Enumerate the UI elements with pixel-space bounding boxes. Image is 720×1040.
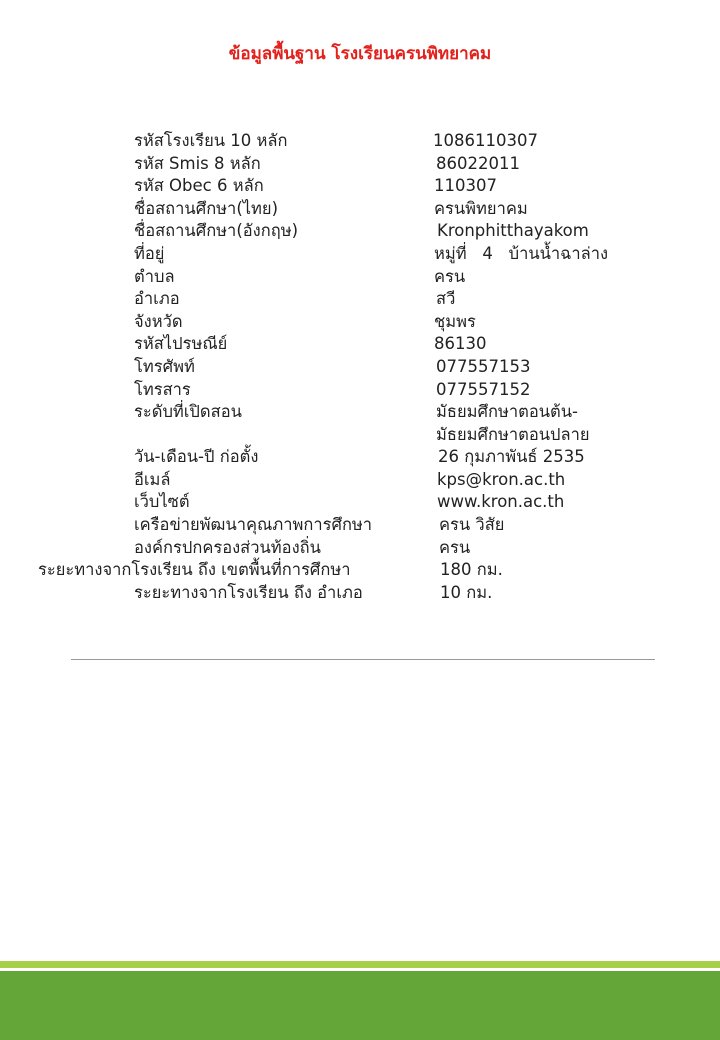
info-label: รหัสโรงเรียน 10 หลัก: [134, 131, 288, 150]
info-label: อำเภอ: [134, 289, 180, 309]
info-label: รหัสไปรษณีย์: [134, 334, 228, 354]
info-value: มัธยมศึกษาตอนต้น-: [436, 402, 578, 422]
school-info-table: [0, 130, 720, 604]
info-row-local-government: [0, 537, 720, 560]
info-label: เว็บไซต์: [134, 492, 190, 512]
info-value: 077557153: [436, 356, 531, 376]
info-label: จังหวัด: [134, 311, 183, 331]
footer-accent-stripe: [0, 961, 720, 968]
info-value: ครน: [434, 266, 466, 286]
info-value: kps@kron.ac.th: [437, 469, 566, 489]
info-label: ชื่อสถานศึกษา(ไทย): [134, 198, 279, 218]
info-row-website: [0, 491, 720, 514]
info-label: รหัส Smis 8 หลัก: [134, 153, 261, 173]
info-value: สวี: [436, 289, 456, 309]
info-label: ตำบล: [134, 266, 175, 286]
info-label: ที่อยู่: [134, 243, 165, 263]
info-row-district: [0, 288, 720, 311]
info-value: ครน: [439, 537, 471, 557]
info-value: 180 กม.: [440, 560, 503, 580]
info-value: ชุมพร: [434, 311, 476, 331]
info-row-founded-date: [0, 446, 720, 469]
info-value: ครนพิทยาคม: [434, 198, 528, 218]
info-row-subdistrict: [0, 266, 720, 289]
info-label: อีเมล์: [134, 469, 171, 489]
divider-line: [71, 659, 655, 660]
info-value: www.kron.ac.th: [437, 492, 565, 512]
info-label: ระยะทางจากโรงเรียน ถึง อำเภอ: [134, 582, 363, 602]
info-label: ระยะทางจากโรงเรียน ถึง เขตพื้นที่การศึกษา: [38, 560, 351, 580]
info-value: 86022011: [436, 153, 520, 173]
info-row-smis-code: [0, 153, 720, 176]
info-row-phone: [0, 356, 720, 379]
info-value: 86130: [434, 334, 487, 354]
info-value: หมู่ที่ 4 บ้านน้ำฉาล่าง: [434, 243, 609, 263]
info-value: Kronphitthayakom: [437, 221, 589, 241]
info-row-email: [0, 469, 720, 492]
info-value: 10 กม.: [440, 582, 493, 602]
info-value: ครน วิสัย: [439, 514, 505, 534]
info-row-fax: [0, 379, 720, 402]
info-label: โทรศัพท์: [134, 356, 195, 376]
info-value: 1086110307: [433, 131, 538, 150]
page-title: ข้อมูลพื้นฐาน โรงเรียนครนพิทยาคม: [228, 44, 492, 64]
info-label: ระดับที่เปิดสอน: [134, 402, 242, 422]
info-value: 110307: [434, 176, 497, 196]
info-label: รหัส Obec 6 หลัก: [134, 176, 264, 196]
info-row-province: [0, 311, 720, 334]
info-row-quality-network: [0, 514, 720, 537]
info-label: โทรสาร: [134, 379, 191, 399]
info-label: วัน-เดือน-ปี ก่อตั้ง: [134, 447, 259, 467]
info-value-line2: มัธยมศึกษาตอนปลาย: [436, 424, 590, 444]
info-label: ชื่อสถานศึกษา(อังกฤษ): [134, 221, 299, 241]
info-row-address: [0, 243, 720, 266]
info-row-obec-code: [0, 175, 720, 198]
info-label: เครือข่ายพัฒนาคุณภาพการศึกษา: [134, 514, 373, 534]
info-row-education-level: [0, 401, 720, 446]
info-row-postal-code: [0, 333, 720, 356]
info-value: 26 กุมภาพันธ์ 2535: [438, 447, 585, 467]
info-row-name-english: [0, 220, 720, 243]
info-row-distance-district: [0, 582, 720, 605]
info-row-distance-area-office: [0, 559, 720, 582]
footer-band: [0, 971, 720, 1040]
info-label: องค์กรปกครองส่วนท้องถิ่น: [134, 537, 321, 557]
info-row-name-thai: [0, 198, 720, 221]
info-row-school-code-10: [0, 130, 720, 153]
info-value: 077557152: [436, 379, 531, 399]
